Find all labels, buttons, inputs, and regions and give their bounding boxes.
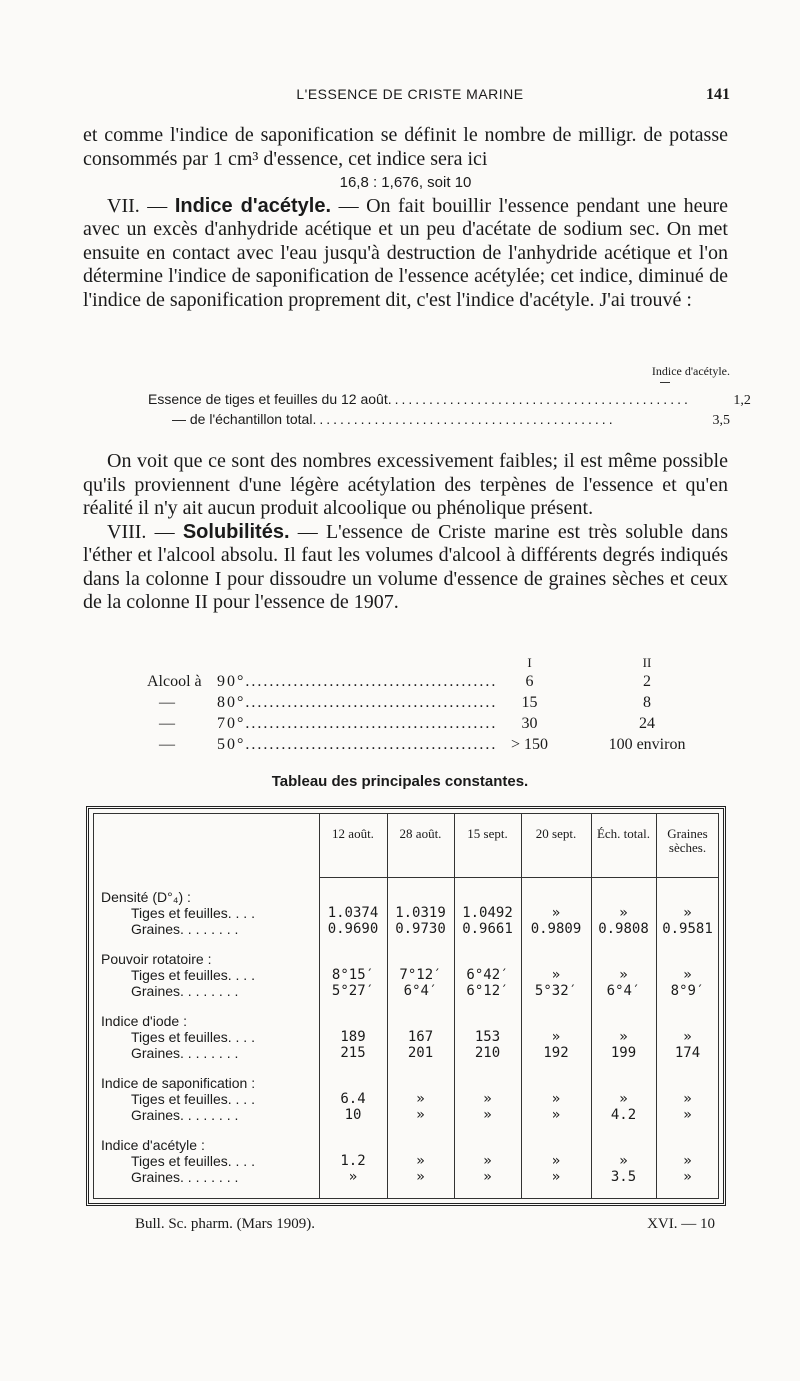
saponification-formula: 16,8 : 1,676, soit 10: [339, 174, 472, 191]
alcohol-degree: 50°: [217, 736, 246, 753]
value-II: 100 environ: [608, 736, 686, 753]
running-header: [90, 86, 730, 110]
row-prefix: Alcool à: [147, 673, 202, 690]
column-rule: [591, 813, 592, 1199]
row-label: Tiges et feuilles. . . .: [131, 967, 255, 983]
table-cell: 174: [674, 1045, 701, 1061]
table-cell: »: [619, 905, 628, 921]
table-cell: 6°4′: [606, 983, 641, 999]
leader-dots: ..........................................: [245, 673, 498, 690]
table-cell: »: [416, 1169, 425, 1185]
leader-dots: ..........................................: [245, 694, 498, 711]
table-cell: 210: [474, 1045, 501, 1061]
group-title: Indice de saponification :: [101, 1075, 256, 1091]
leader-dots: ..........................................: [245, 715, 498, 732]
intro-paragraph: [83, 124, 728, 312]
table-cell: 0.9809: [530, 921, 582, 937]
table-cell: »: [619, 1091, 628, 1107]
acetyl-index-list: [130, 364, 751, 431]
group-title: Indice d'acétyle :: [101, 1137, 205, 1153]
row-label: Tiges et feuilles. . . .: [131, 1091, 255, 1107]
table-group: [101, 951, 255, 999]
table-cell: 6°42′: [466, 967, 509, 983]
column-header: 28 août.: [399, 826, 442, 841]
solubility-header-row: [147, 655, 707, 673]
table-cell: »: [551, 1091, 561, 1107]
value-I: 6: [525, 673, 534, 690]
table-group: [101, 1137, 255, 1185]
column-header: 15 sept.: [467, 826, 508, 841]
table-cell: »: [619, 1153, 628, 1169]
section-8-label: VIII. —: [107, 520, 183, 543]
leader-dots: ............................................: [312, 411, 616, 427]
table-cell: 5°27′: [331, 983, 375, 999]
section-7-paragraph: [83, 195, 728, 313]
table-cell: 4.2: [610, 1107, 637, 1123]
value-I: > 150: [510, 736, 549, 753]
value-I: 30: [521, 715, 538, 732]
constants-table: [86, 806, 726, 1206]
table-cell: 10: [344, 1107, 362, 1123]
table-cell: 167: [407, 1029, 434, 1045]
table-cell: »: [683, 967, 692, 983]
acetyl-row-label: Essence de tiges et feuilles du 12 août: [148, 391, 388, 407]
table-cell: »: [619, 967, 628, 983]
table-cell: 0.9690: [327, 921, 379, 937]
row-label: Tiges et feuilles. . . .: [131, 905, 255, 921]
value-II: 2: [643, 673, 651, 690]
header-rule: [319, 877, 719, 878]
table-cell: 189: [340, 1029, 366, 1045]
column-header: Éch. total.: [596, 826, 651, 841]
row-label: Graines. . . . . . . .: [131, 921, 239, 937]
table-cell: 1.0319: [395, 905, 446, 921]
table-cell: 0.9581: [662, 921, 713, 937]
solubility-row: [147, 694, 707, 715]
table-cell: »: [683, 1029, 692, 1045]
table-cell: »: [551, 967, 561, 983]
section-8-heading: Solubilités.: [182, 520, 290, 543]
row-label: Graines. . . . . . . .: [131, 1045, 239, 1061]
table-cell: 5°32′: [534, 983, 578, 999]
table-cell: 8°9′: [670, 983, 705, 999]
group-title: Densité (D°₄) :: [101, 889, 191, 905]
table-cell: »: [683, 1169, 692, 1185]
volume-signature: XVI. — 10: [647, 1216, 715, 1232]
intro-text: et comme l'indice de saponification se définit le nombre de milligr. de potasse consommés par 1 cm³ d'essence, cet indice sera ici: [83, 124, 728, 170]
table-cell: »: [416, 1091, 425, 1107]
row-label: Tiges et feuilles. . . .: [131, 1029, 255, 1045]
table-cell: »: [416, 1107, 425, 1123]
row-prefix: —: [159, 715, 175, 732]
column-rule: [319, 813, 320, 1199]
page-number: 141: [706, 86, 730, 103]
column-rule: [387, 813, 388, 1199]
table-caption: Tableau des principales constantes.: [271, 773, 529, 790]
acetyl-row: [130, 411, 730, 431]
footer: [135, 1216, 715, 1238]
table-cell: 201: [407, 1045, 434, 1061]
value-II: 24: [639, 715, 655, 732]
alcohol-degree: 90°: [217, 673, 246, 690]
group-title: Indice d'iode :: [101, 1013, 187, 1029]
table-group: [101, 889, 255, 937]
acetyl-row: [130, 391, 751, 411]
column-rule: [454, 813, 455, 1199]
table-cell: 1.2: [340, 1153, 366, 1169]
column-header-II: II: [642, 655, 652, 670]
column-header-I: I: [527, 655, 532, 670]
column-header: 20 sept.: [535, 826, 577, 841]
leader-dots: ............................................: [387, 391, 691, 407]
table-cell: 1.0374: [327, 905, 379, 921]
solubility-row: [147, 715, 707, 736]
acetyl-row-value: 3,5: [712, 413, 730, 428]
solubility-row: [147, 673, 707, 694]
table-cell: 215: [340, 1045, 366, 1061]
section-8-paragraph: [83, 521, 728, 615]
table-cell: »: [683, 1107, 692, 1123]
section-7-text: — On fait bouillir l'essence pendant une heure avec un excès d'anhydride acétique et un peu d'acétate de sodium sec. On met ensuite en contact avec l'eau jusqu'à destruction de l'anhydride acétique et l'on détermine l'indice de saponification de l'essence acétylée; cet indice, diminué de l'indice de saponification proprement dit, c'est l'indice d'acétyle. J'ai trouvé :: [83, 194, 728, 311]
table-cell: 6°4′: [403, 983, 438, 999]
row-label: Graines. . . . . . . .: [131, 1169, 239, 1185]
value-II: 8: [643, 694, 651, 711]
column-rule: [656, 813, 657, 1199]
column-rule: [521, 813, 522, 1199]
table-cell: 192: [543, 1045, 569, 1061]
leader-dots: ..........................................: [245, 736, 498, 753]
table-group: [101, 1075, 255, 1123]
acetyl-column-header: Indice d'acétyle.: [651, 364, 730, 378]
table-cell: 0.9661: [462, 921, 513, 937]
table-cell: »: [551, 1029, 561, 1045]
table-cell: »: [483, 1169, 492, 1185]
table-cell: »: [483, 1091, 492, 1107]
row-prefix: —: [159, 736, 175, 753]
table-cell: »: [551, 1153, 561, 1169]
alcohol-degree: 70°: [217, 715, 246, 732]
table-cell: 7°12′: [399, 967, 442, 983]
row-label: Tiges et feuilles. . . .: [131, 1153, 255, 1169]
table-cell: »: [483, 1107, 492, 1123]
table-cell: »: [683, 1091, 692, 1107]
section-8-text: — L'essence de Criste marine est très soluble dans l'éther et l'alcool absolu. Il faut les volumes d'alcool à différents degrés indiqués dans la colonne I pour dissoudre un volume d'essence de graines sèches et ceux de la colonne II pour l'essence de 1907.: [83, 520, 728, 613]
table-cell: »: [348, 1169, 358, 1185]
running-title: L'ESSENCE DE CRISTE MARINE: [296, 86, 524, 102]
table-cell: 1.0492: [462, 905, 513, 921]
row-prefix: —: [159, 694, 175, 711]
acetyl-row-value: 1,2: [733, 393, 751, 408]
table-cell: »: [551, 1169, 561, 1185]
table-cell: 3.5: [610, 1169, 637, 1185]
table-cell: 199: [610, 1045, 637, 1061]
table-cell: »: [683, 1153, 692, 1169]
row-label: Graines. . . . . . . .: [131, 983, 239, 999]
section-7-heading: Indice d'acétyle.: [174, 194, 332, 217]
column-header: Graines sèches.: [667, 826, 708, 855]
journal-citation: Bull. Sc. pharm. (Mars 1909).: [135, 1216, 315, 1232]
table-cell: 6.4: [340, 1091, 366, 1107]
table-cell: »: [483, 1153, 492, 1169]
conclusion-paragraph: On voit que ce sont des nombres excessivement faibles; il est même possible qu'ils proviennent d'une légère acétylation des terpènes de l'essence et qu'en réalité il n'y ait aucun produit alcoolique ou phénolique présent.: [83, 450, 728, 519]
solubility-row: [147, 736, 707, 757]
table-cell: 153: [474, 1029, 501, 1045]
table-cell: 8°15′: [331, 967, 375, 983]
column-header: 12 août.: [332, 826, 374, 841]
section-7-label: VII. —: [107, 194, 175, 217]
table-cell: »: [551, 1107, 561, 1123]
table-group: [101, 1013, 255, 1061]
header-rule: [660, 382, 670, 383]
table-cell: »: [416, 1153, 425, 1169]
table-cell: »: [683, 905, 692, 921]
acetyl-row-label: — de l'échantillon total: [172, 411, 313, 427]
value-I: 15: [521, 694, 538, 711]
body-paragraphs: [83, 450, 728, 615]
alcohol-degree: 80°: [217, 694, 246, 711]
group-title: Pouvoir rotatoire :: [101, 951, 212, 967]
table-cell: 0.9730: [395, 921, 446, 937]
table-cell: 0.9808: [598, 921, 649, 937]
table-cell: »: [619, 1029, 628, 1045]
table-cell: »: [551, 905, 561, 921]
row-label: Graines. . . . . . . .: [131, 1107, 239, 1123]
table-cell: 6°12′: [466, 983, 509, 999]
solubility-table: [147, 655, 707, 757]
